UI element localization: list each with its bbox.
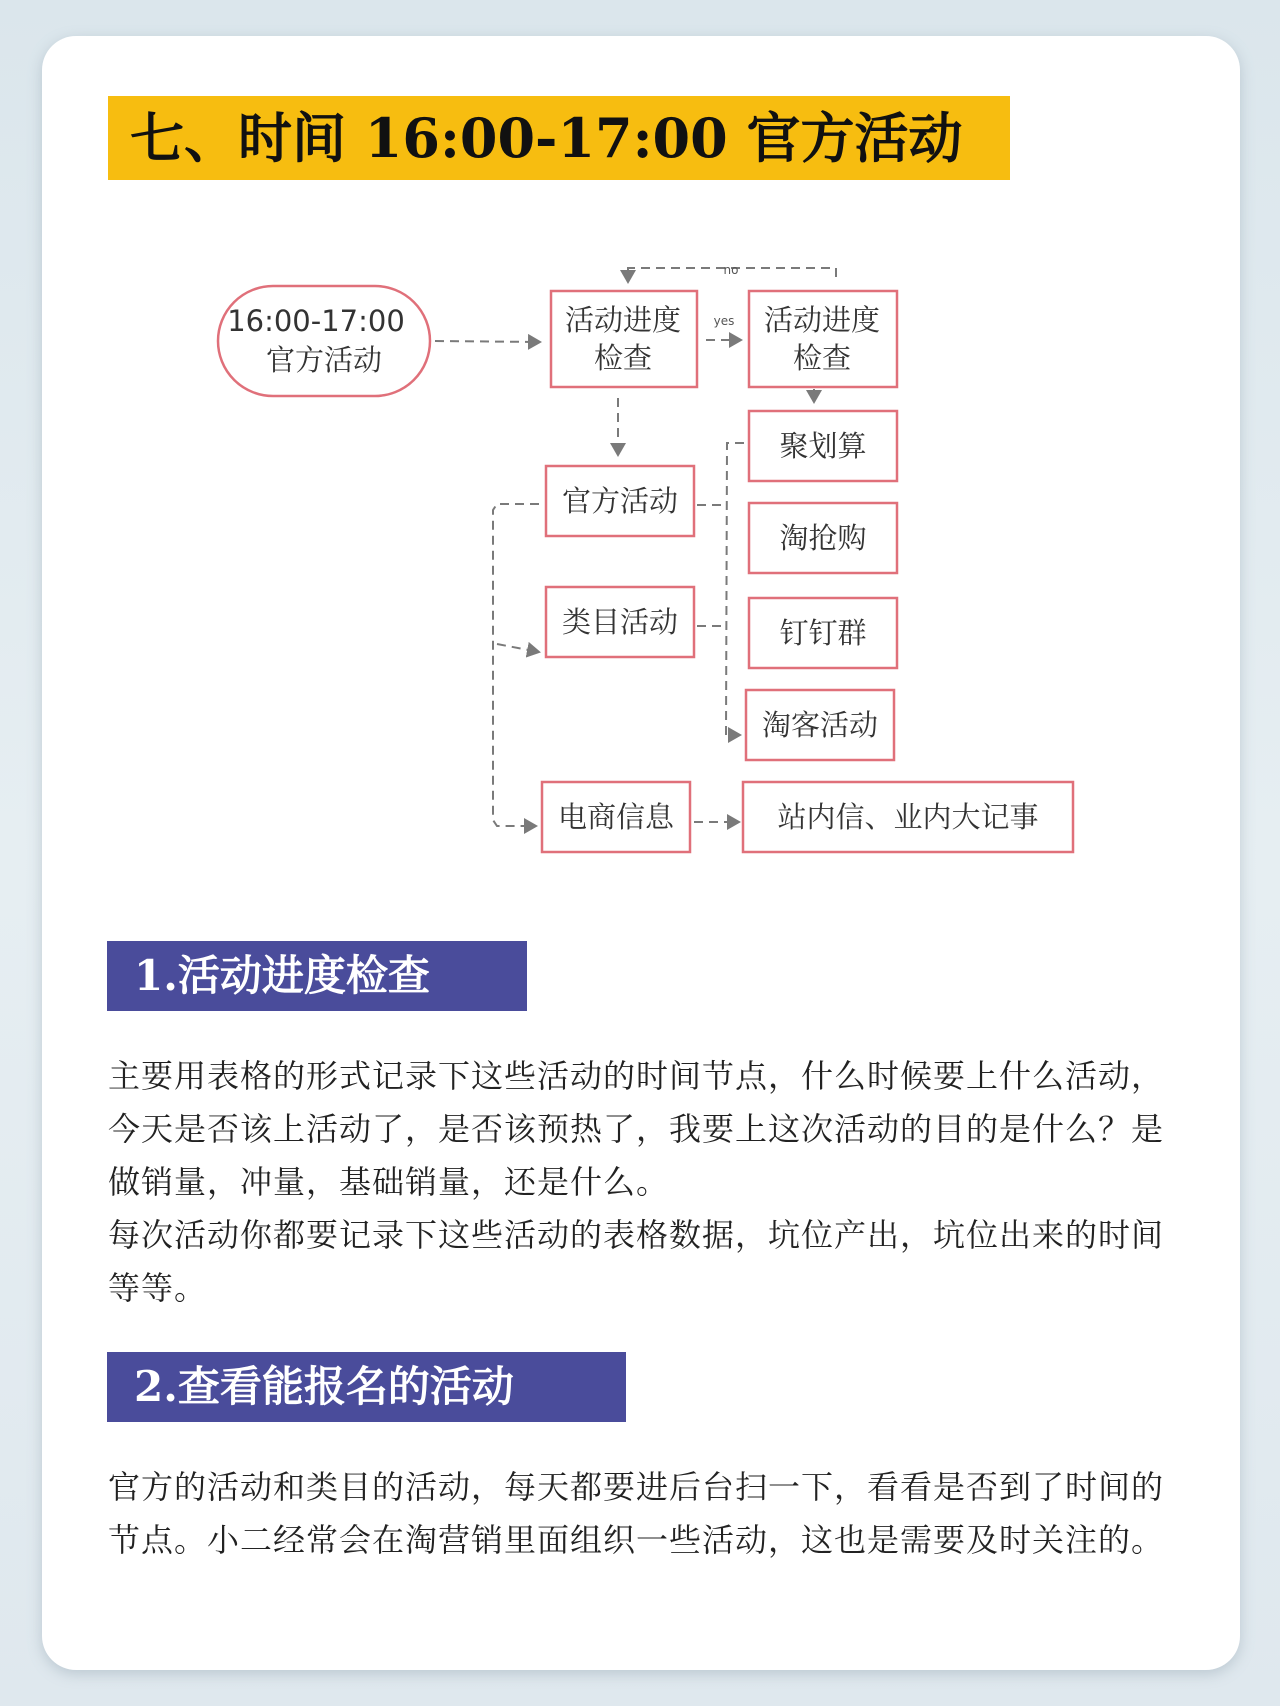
node-start bbox=[218, 286, 430, 396]
section2-heading: 2.查看能报名的活动 bbox=[134, 1362, 514, 1411]
category-label: 类目活动 bbox=[561, 605, 679, 639]
news-label: 站内信、业内大记事 bbox=[777, 800, 1039, 834]
edge-yes-label: yes bbox=[713, 314, 735, 328]
section1-paragraph-2: 每次活动你都要记录下这些活动的表格数据，坑位产出，坑位出来的时间等等。 bbox=[108, 1216, 1165, 1307]
check2-label-1: 活动进度 bbox=[763, 303, 881, 337]
official-label: 官方活动 bbox=[561, 484, 679, 518]
section1-body bbox=[108, 1050, 1178, 1315]
taoqianggou-label: 淘抢购 bbox=[779, 521, 867, 555]
start-label-1: 16:00-17:00 bbox=[227, 304, 405, 338]
ecommerce-label: 电商信息 bbox=[557, 800, 675, 834]
section2-body bbox=[108, 1461, 1178, 1567]
start-label-2: 官方活动 bbox=[265, 343, 383, 377]
dingding-label: 钉钉群 bbox=[779, 616, 867, 650]
juhuasuan-label: 聚划算 bbox=[779, 429, 867, 463]
check2-label-2: 检查 bbox=[792, 341, 852, 375]
edge-left-bracket bbox=[493, 504, 539, 826]
check1-label-1: 活动进度 bbox=[564, 303, 682, 337]
page-title: 七、时间 16:00-17:00 官方活动 bbox=[130, 106, 963, 170]
section1-paragraph-1: 主要用表格的形式记录下这些活动的时间节点，什么时候要上什么活动，今天是否该上活动了，是否该预热了，我要上这次活动的目的是什么？是做销量，冲量，基础销量，还是什么。 bbox=[108, 1057, 1165, 1201]
edge-start-to-check1 bbox=[435, 341, 540, 342]
edge-right-bracket bbox=[726, 443, 744, 735]
section1-heading: 1.活动进度检查 bbox=[134, 951, 430, 1000]
taoke-label: 淘客活动 bbox=[761, 708, 879, 742]
edge-to-category bbox=[497, 644, 539, 652]
check1-label-2: 检查 bbox=[593, 341, 653, 375]
edge-no-label: no bbox=[723, 263, 739, 277]
section2-paragraph-1: 官方的活动和类目的活动，每天都要进后台扫一下，看看是否到了时间的节点。小二经常会在淘营销里面组织一些活动，这也是需要及时关注的。 bbox=[108, 1468, 1165, 1559]
